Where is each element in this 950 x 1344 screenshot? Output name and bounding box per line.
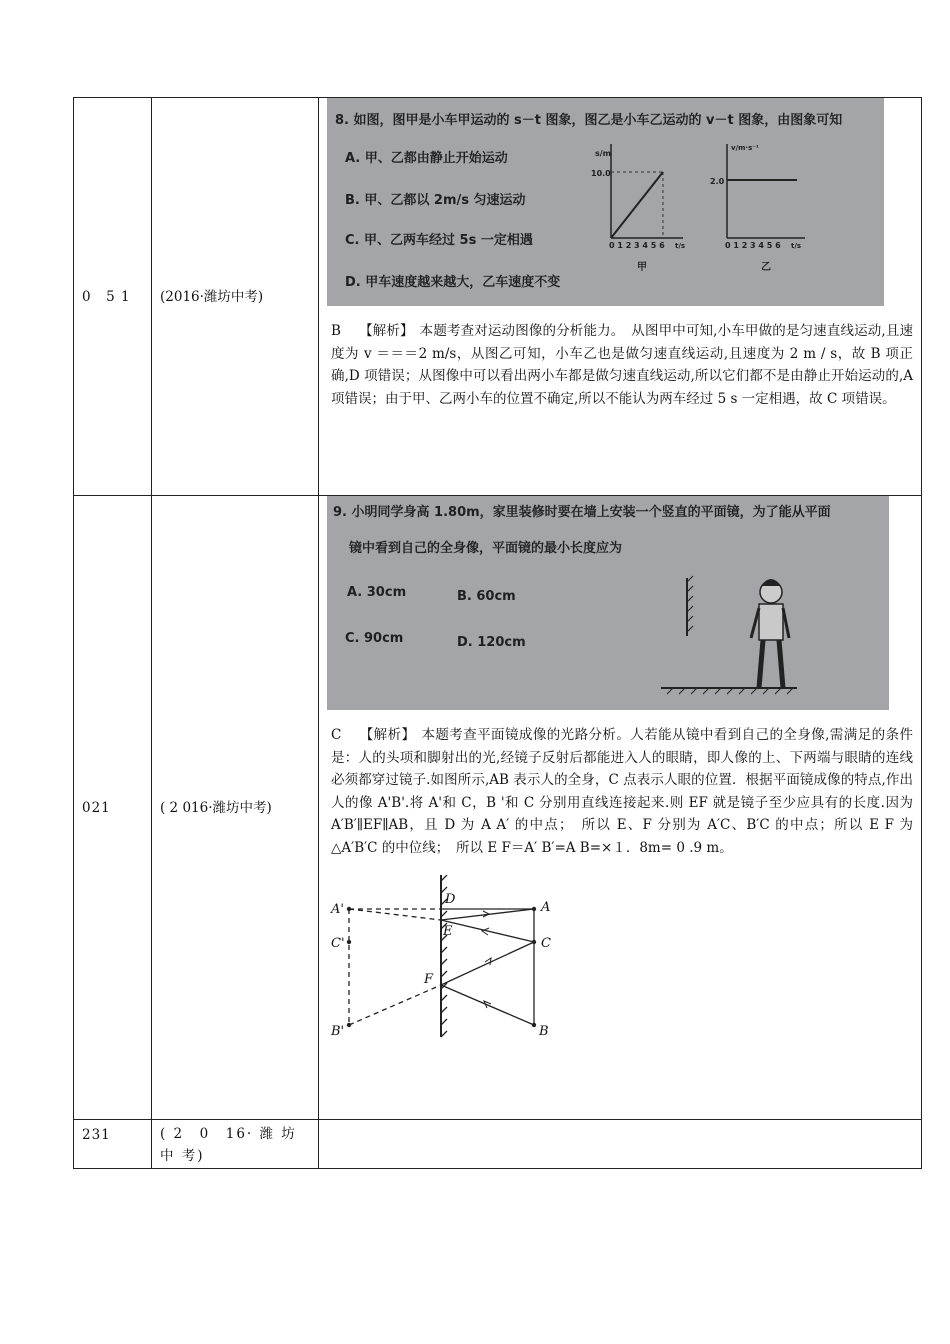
row-number: 021 [74,496,152,1120]
answer-key: C [331,727,342,743]
question-9-stem-line1: 9. 小明同学身高 1.80m，家里装修时要在墙上安装一个竖直的平面镜，为了能从平面 [333,505,831,520]
row-number: 0 5 1 [74,98,152,496]
table-row [74,496,922,1120]
question-8-stem: 8. 如图，图甲是小车甲运动的 s－t 图象，图乙是小车乙运动的 v－t 图象，由图象可知 [335,113,843,128]
option-b: B. 60cm [457,589,516,604]
answer-explanation [319,306,921,420]
graph-jia-ticks: 0 1 2 3 4 5 6 [609,241,665,250]
question-8-image [327,98,884,306]
option-c: C. 甲、乙两车经过 5s 一定相遇 [345,233,533,248]
label-e: E [443,924,453,939]
label-c: C [541,936,551,951]
graph-yi-ticks: 0 1 2 3 4 5 6 [725,241,781,250]
option-c: C. 90cm [345,631,404,646]
option-a: A. 30cm [347,585,407,600]
question-cell [319,496,922,1120]
label-b-prime: B' [331,1024,345,1039]
graph-jia-xlabel: t/s [675,242,686,250]
answer-label: 【解析】 [358,323,414,339]
answer-text: 本题考查对运动图像的分析能力。 从图甲中可知,小车甲做的是匀速直线运动,且速度为 v ＝＝＝2 m/s，从图乙可知，小车乙也是做匀速直线运动,且速度为 2 m / s，故 B 项正确,D 项错误；从图像中可以看出两小车都是做匀速直线运动,所以它们都不是由静止开始运动的,A 项错误；由于甲、乙两小车的位置不确定,所以不能认为两车经过 5 s 一定相遇，故 C 项错误。 [331,323,913,407]
graph-yi-xlabel: t/s [791,242,802,250]
answer-explanation [319,710,921,869]
question-cell [319,98,922,496]
row-number: 231 [74,1120,152,1169]
question-table [73,97,922,1169]
answer-key: B [331,323,341,339]
label-a: A [541,900,551,915]
question-cell-empty [319,1120,922,1169]
row-source: (2016·潍坊中考) [152,98,319,496]
label-b: B [539,1024,549,1039]
option-a: A. 甲、乙都由静止开始运动 [345,151,508,166]
graph-jia-yvalue: 10.0 [591,169,611,178]
question-9-stem-line2: 镜中看到自己的全身像，平面镜的最小长度应为 [349,541,623,556]
graph-jia-caption: 甲 [637,262,647,273]
label-f: F [424,972,434,987]
graph-jia-ylabel: s/m [595,149,612,158]
question-9-image [327,496,889,710]
option-d: D. 120cm [457,635,526,650]
graph-yi-ylabel: v/m·s⁻¹ [731,144,759,152]
label-d: D [445,892,456,907]
row-source: ( 2 0 16· 潍 坊 中 考) [152,1120,319,1169]
option-b: B. 甲、乙都以 2m/s 匀速运动 [345,193,526,208]
row-source: ( 2 016·潍坊中考) [152,496,319,1120]
answer-text: 本题考查平面镜成像的光路分析。人若能从镜中看到自己的全身像,需满足的条件是：人的头项和脚射出的光,经镜子反射后都能进入人的眼睛，即人像的上、下两端与眼睛的连线必须都穿过镜子.如图所示,AB 表示人的全身，C 点表示人眼的位置．根据平面镜成像的特点,作出人的像 A'B'.将 A'和 C，B '和 C 分别用直线连接起来.则 EF 就是镜子至少应具有的长度.因为 A′B′∥EF∥AB，且 D 为 A A′ 的中点； 所以 E、F 分别为 A′C、B′C 的中点；所以 E F 为△A′B′C 的中位线； 所以 E F＝A′ B′=A B=×１．8m= 0 .9 m。 [331,727,913,856]
table-row [74,1120,922,1169]
graph-yi-yvalue: 2.0 [710,177,725,186]
mirror-ray-diagram [327,875,577,1041]
label-c-prime: C' [331,936,345,951]
answer-label: 【解析】 [359,727,416,743]
table-row [74,98,922,496]
option-d: D. 甲车速度越来越大，乙车速度不变 [345,275,561,290]
label-a-prime: A' [331,902,344,917]
graph-yi-caption: 乙 [761,262,771,273]
